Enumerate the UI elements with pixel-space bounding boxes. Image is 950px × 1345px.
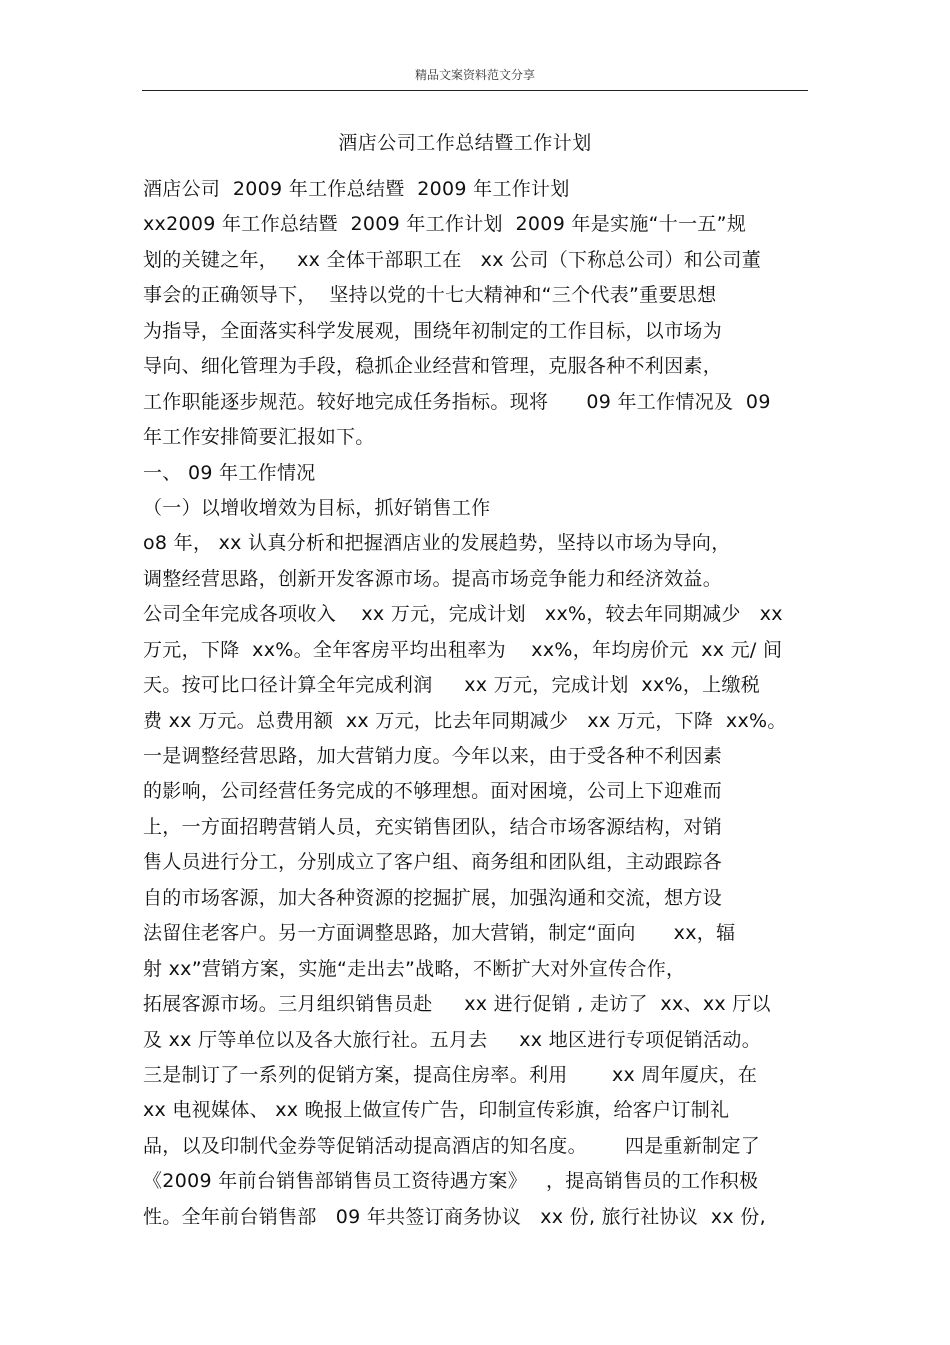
header-divider: [142, 90, 808, 91]
body-line: 天。按可比口径计算全年完成利润 xx 万元，完成计划 xx%，上缴税: [143, 674, 761, 697]
body-line: 调整经营思路，创新开发客源市场。提高市场竞争能力和经济效益。: [143, 567, 723, 590]
subsection-heading: （一）以增收增效为目标，抓好销售工作: [143, 496, 491, 519]
body-line: 年工作安排简要汇报如下。: [143, 426, 375, 449]
body-line: 上，一方面招聘营销人员，充实销售团队，结合市场客源结构，对销: [143, 815, 723, 838]
body-line: 性。全年前台销售部 09 年共签订商务协议 xx 份, 旅行社协议 xx 份,: [143, 1205, 766, 1228]
body-line: 《2009 年前台销售部销售员工资待遇方案》 ，提高销售员的工作积极: [143, 1170, 759, 1193]
body-line: xx 电视媒体、 xx 晚报上做宣传广告，印制宣传彩旗，给客户订制礼: [143, 1099, 730, 1122]
body-line: 划的关键之年， xx 全体干部职工在 xx 公司（下称总公司）和公司董: [143, 248, 761, 271]
document-body: [143, 172, 823, 1235]
body-line: 公司全年完成各项收入 xx 万元，完成计划 xx%，较去年同期减少 xx: [143, 603, 783, 626]
body-line: 自的市场客源，加大各种资源的挖掘扩展，加强沟通和交流，想方设: [143, 886, 723, 909]
body-line: 的影响，公司经营任务完成的不够理想。面对困境，公司上下迎难而: [143, 780, 723, 803]
body-line: 品，以及印制代金券等促销活动提高酒店的知名度。 四是重新制定了: [143, 1134, 761, 1157]
document-title: 酒店公司工作总结暨工作计划: [338, 132, 592, 154]
body-line: o8 年， xx 认真分析和把握酒店业的发展趋势，坚持以市场为导向，: [143, 532, 731, 555]
body-line: 法留住老客户。另一方面调整思路，加大营销，制定“面向 xx，辐: [143, 922, 736, 945]
body-line: 酒店公司 2009 年工作总结暨 2009 年工作计划: [143, 178, 570, 200]
body-line: 三是制订了一系列的促销方案，提高住房率。利用 xx 周年厦庆，在: [143, 1063, 758, 1086]
body-line: xx2009 年工作总结暨 2009 年工作计划 2009 年是实施“十一五”规: [143, 213, 747, 236]
body-line: 万元，下降 xx%。全年客房平均出租率为 xx%，年均房价元 xx 元/ 间: [143, 638, 783, 661]
body-line: 为指导，全面落实科学发展观，围绕年初制定的工作目标，以市场为: [143, 319, 723, 342]
body-line: 费 xx 万元。总费用额 xx 万元，比去年同期减少 xx 万元，下降 xx%。: [143, 709, 787, 732]
body-line: 拓展客源市场。三月组织销售员赴 xx 进行促销 , 走访了 xx、xx 厅以: [143, 993, 771, 1016]
body-line: 售人员进行分工，分别成立了客户组、商务组和团队组，主动跟踪各: [143, 851, 723, 874]
body-line: 及 xx 厅等单位以及各大旅行社。五月去 xx 地区进行专项促销活动。: [143, 1028, 761, 1051]
body-line: 工作职能逐步规范。较好地完成任务指标。现将 09 年工作情况及 09: [143, 390, 771, 413]
body-line: 事会的正确领导下， 坚持以党的十七大精神和“三个代表”重要思想: [143, 284, 717, 307]
body-line: 射 xx”营销方案，实施“走出去”战略，不断扩大对外宣传合作，: [143, 957, 686, 980]
body-line: 一是调整经营思路，加大营销力度。今年以来，由于受各种不利因素: [143, 745, 723, 767]
body-line: 导向、细化管理为手段，稳抓企业经营和管理，克服各种不利因素，: [143, 355, 723, 378]
page-header: 精品文案资料范文分享: [414, 68, 535, 82]
section-heading: 一、 09 年工作情况: [143, 461, 316, 484]
